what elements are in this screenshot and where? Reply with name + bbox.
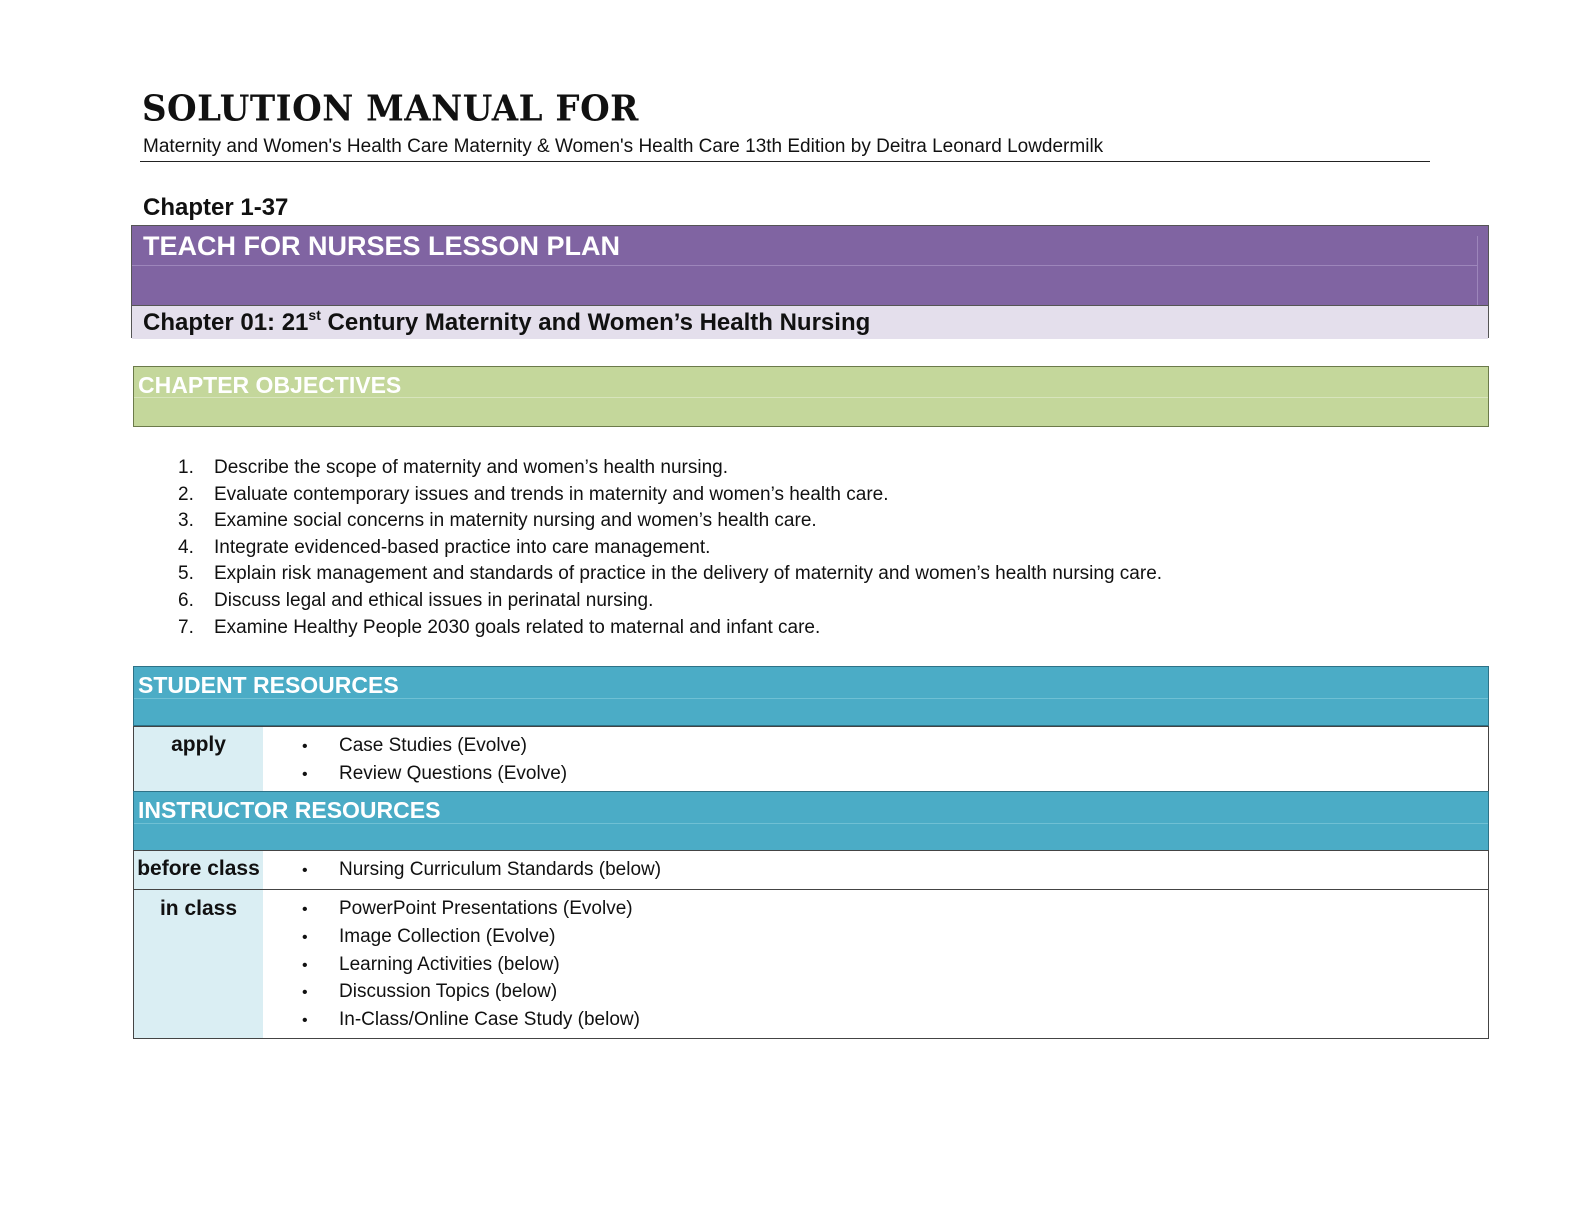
chapter-heading [143, 307, 870, 337]
resource-row-before-class [133, 850, 1489, 890]
lesson-plan-header [131, 225, 1489, 338]
title-divider [140, 161, 1430, 162]
resource-text: In-Class/Online Case Study (below) [339, 1009, 640, 1031]
bullet-icon: • [302, 956, 308, 974]
objective-text: Describe the scope of maternity and women’s health nursing. [214, 457, 728, 478]
objective-number: 3. [178, 510, 194, 532]
resource-label-cell [134, 890, 263, 1038]
resource-text: Discussion Topics (below) [339, 981, 558, 1003]
resource-text: Nursing Curriculum Standards (below) [339, 859, 662, 880]
resource-label-cell [134, 727, 263, 791]
resource-item [302, 951, 640, 979]
resource-item [302, 895, 640, 923]
objective-number: 5. [178, 563, 194, 585]
resource-item [302, 732, 567, 760]
objective-item [172, 482, 1162, 509]
objective-text: Examine Healthy People 2030 goals related to maternal and infant care. [214, 616, 821, 638]
instructor-resources-header [133, 791, 1489, 851]
document-subtitle: Maternity and Women's Health Care Maternity & Women's Health Care 13th Edition by Deitra Leonard Lowdermilk [143, 136, 1104, 157]
chapter-heading-ordinal: st [308, 307, 321, 323]
objective-number: 1. [178, 457, 194, 478]
objective-item [172, 615, 1162, 642]
resource-list [302, 856, 661, 884]
instructor-resources-title: INSTRUCTOR RESOURCES [138, 797, 441, 823]
resource-text: Learning Activities (below) [339, 953, 560, 975]
band-gridline [132, 265, 1478, 266]
resource-item [302, 1006, 640, 1034]
bullet-icon: • [302, 765, 308, 783]
resource-item [302, 760, 567, 788]
resource-label-cell [134, 851, 263, 889]
lesson-plan-band [132, 226, 1488, 305]
bullet-icon: • [302, 738, 308, 755]
objective-item [172, 561, 1162, 588]
objective-item [172, 455, 1162, 482]
objective-number: 2. [178, 483, 194, 505]
chapter-range: Chapter 1-37 [143, 194, 289, 221]
resource-text: Review Questions (Evolve) [339, 762, 568, 784]
student-resources-title: STUDENT RESOURCES [138, 672, 399, 698]
document-title: SOLUTION MANUAL FOR [142, 88, 639, 130]
resource-text: Image Collection (Evolve) [339, 925, 556, 947]
objective-text: Examine social concerns in maternity nursing and women’s health care. [214, 510, 817, 532]
chapter-heading-prefix: Chapter 01: 21 [143, 309, 309, 336]
objective-text: Discuss legal and ethical issues in perinatal nursing. [214, 589, 654, 611]
resource-row-in-class [133, 889, 1489, 1039]
bullet-icon: • [302, 901, 308, 918]
chapter-heading-band [132, 305, 1488, 339]
resource-label: before class [137, 857, 260, 880]
objective-number: 7. [178, 616, 194, 638]
resource-row-apply [133, 726, 1489, 792]
bullet-icon: • [302, 862, 308, 879]
bullet-icon: • [302, 1012, 308, 1030]
objectives-list [172, 455, 1162, 641]
lesson-plan-title: TEACH FOR NURSES LESSON PLAN [143, 231, 621, 261]
resource-text: PowerPoint Presentations (Evolve) [339, 898, 633, 919]
objective-text: Integrate evidenced-based practice into care management. [214, 536, 711, 558]
chapter-heading-suffix: Century Maternity and Women’s Health Nursing [320, 309, 871, 336]
resource-label: apply [171, 733, 226, 756]
objective-text: Explain risk management and standards of practice in the delivery of maternity and women’s health nursing care. [214, 563, 1163, 585]
objective-item [172, 508, 1162, 535]
band-gridline [1477, 236, 1478, 305]
objective-item [172, 535, 1162, 562]
objective-number: 6. [178, 589, 194, 611]
bullet-icon: • [302, 928, 308, 946]
resource-text: Case Studies (Evolve) [339, 735, 527, 756]
objective-item [172, 588, 1162, 615]
chapter-objectives-header [133, 366, 1489, 427]
objective-number: 4. [178, 536, 194, 558]
student-resources-header [133, 666, 1489, 726]
resource-item [302, 923, 640, 951]
resource-list [302, 895, 640, 1034]
objective-text: Evaluate contemporary issues and trends in maternity and women’s health care. [214, 483, 889, 505]
bullet-icon: • [302, 984, 308, 1002]
resource-item [302, 856, 661, 884]
resource-list [302, 732, 567, 788]
chapter-objectives-title: CHAPTER OBJECTIVES [138, 372, 402, 398]
resource-label: in class [159, 897, 238, 920]
resource-item [302, 978, 640, 1006]
